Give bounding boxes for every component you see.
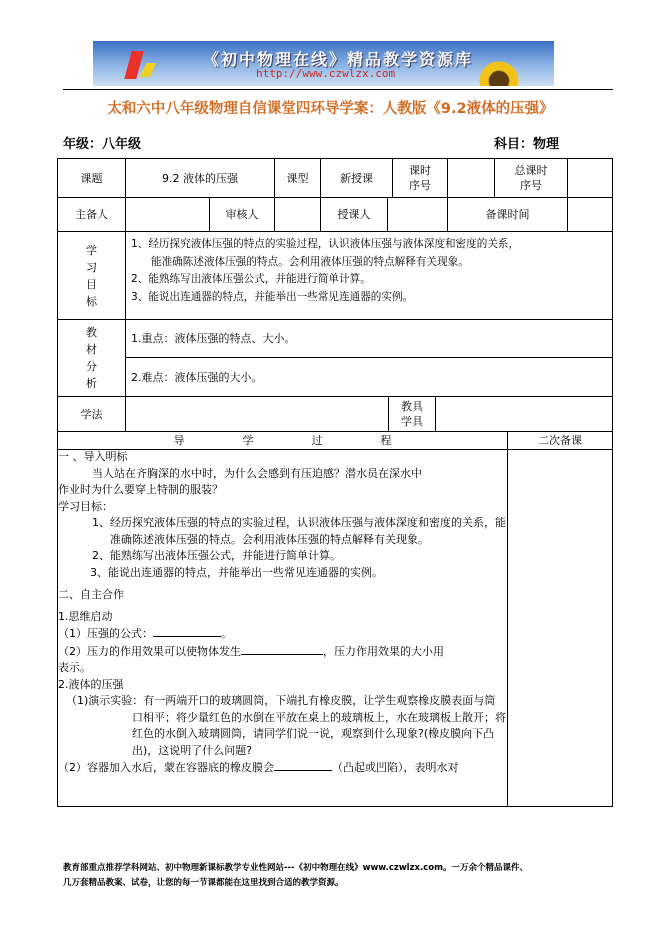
banner-url: http://www.czwlzx.com — [256, 67, 396, 80]
question-text: 表示。 — [58, 661, 91, 674]
second-prep-cell[interactable] — [507, 449, 613, 807]
question-text: （2）容器加入水后，蒙在容器底的橡皮膜会 — [58, 761, 274, 774]
topic-label: 课题 — [57, 158, 126, 198]
period-value[interactable] — [447, 158, 495, 198]
objective-item: 2、能熟练写出液体压强公式，并能进行简单计算。 — [131, 273, 371, 285]
process-content — [58, 449, 506, 777]
label-char: 学 — [242, 434, 254, 447]
tools-label — [388, 396, 436, 432]
preparer-label: 主备人 — [57, 197, 126, 232]
label-char: 材 — [86, 343, 97, 356]
reviewer-value[interactable] — [274, 197, 321, 232]
type-label: 课型 — [274, 158, 321, 198]
header-divider — [63, 89, 613, 90]
label-char: 分 — [86, 360, 97, 373]
answer-blank[interactable] — [274, 759, 332, 771]
objectives-content — [125, 231, 613, 320]
intro-text: 当人站在齐胸深的水中时，为什么会感到有压迫感？潜水员在深水中 — [92, 466, 422, 480]
prep-time-value[interactable] — [567, 197, 613, 232]
tools-value[interactable] — [435, 396, 613, 432]
objective-item: 1、经历探究液体压强的特点的实验过程，认识液体压强与液体深度和密度的关系， — [131, 238, 520, 250]
method-value[interactable] — [125, 396, 389, 432]
objectives-label — [57, 231, 126, 320]
question-text: ，压力作用效果的大小用 — [323, 644, 444, 658]
label-char: 导 — [173, 434, 185, 447]
teacher-value[interactable] — [387, 197, 448, 232]
label-char: 程 — [380, 434, 392, 447]
intro-text: 作业时为什么要穿上特制的服装？ — [58, 483, 223, 496]
difficulty-point: 2.难点：液体压强的大小。 — [125, 357, 613, 397]
section-heading: 二、自主合作 — [58, 588, 124, 601]
topic-value: 9.2 液体的压强 — [125, 158, 275, 198]
type-value: 新授课 — [320, 158, 393, 198]
label-char: 标 — [86, 294, 97, 308]
sunflower-image — [474, 61, 524, 86]
reviewer-label: 审核人 — [209, 197, 275, 232]
process-header — [57, 431, 508, 450]
objective-item: 能准确陈述液体压强的特点。会利用液体压强的特点解释有关现象。 — [151, 255, 469, 268]
total-period-label: 总课时序号 — [494, 158, 568, 198]
key-point: 1.重点：液体压强的特点、大小。 — [125, 319, 613, 358]
question-heading: 2.液体的压强 — [58, 677, 124, 691]
answer-blank[interactable] — [153, 625, 221, 637]
goal-item: 2、能熟练写出液体压强公式，并能进行简单计算。 — [92, 549, 341, 562]
label-char: 学 — [86, 243, 97, 257]
label-char: 目 — [86, 277, 97, 291]
experiment-text: （1)演示实验：有一两端开口的玻璃圆筒，下端扎有橡皮膜，让学生观察橡皮膜表面与筒口相平；将少量红色的水倒在平放在桌上的玻璃板上，水在玻璃板上散开；将红色的水倒入玻璃圆筒，请同学们说一说，观察到什么现象?(橡皮膜向下凸出)，这说明了什么问题? — [66, 694, 506, 757]
question-text: （凸起或凹陷），表明水对 — [332, 761, 459, 774]
label-char: 习 — [86, 260, 97, 274]
prep-time-label: 备课时间 — [447, 197, 568, 232]
objective-item: 3、能说出连通器的特点，并能举出一些常见连通器的实例。 — [131, 290, 414, 303]
subject-label: 科目：物理 — [494, 137, 560, 152]
footer-line: 几万套精品教案、试卷，让您的每一节课都能在这里找到合适的教学资源。 — [63, 878, 344, 888]
goal-item: 3、能说出连通器的特点，并能举出一些常见连通器的实例。 — [90, 565, 383, 579]
logo-icon-accent — [140, 63, 157, 77]
teacher-label: 授课人 — [320, 197, 388, 232]
question-text: 。 — [221, 627, 232, 640]
question-heading: 1.思维启动 — [58, 609, 113, 623]
footer-note — [63, 861, 528, 891]
question-text: （2）压力的作用效果可以使物体发生 — [58, 644, 241, 658]
footer-line: 教育部重点推荐学科网站、初中物理新课标教学专业性网站---《初中物理在线》www.czwlzx.com。一万余个精品课件、 — [63, 863, 528, 873]
analysis-label — [57, 319, 126, 397]
banner-title: 《初中物理在线》精品教学资源库 — [203, 50, 474, 69]
label-char: 析 — [86, 377, 97, 390]
goals-label: 学习目标： — [58, 499, 113, 513]
preparer-value[interactable] — [125, 197, 210, 232]
period-label: 课时序号 — [392, 158, 448, 198]
grade-label: 年级：八年级 — [63, 137, 142, 152]
method-label: 学法 — [57, 396, 126, 432]
label-char: 教 — [86, 326, 97, 339]
document-title: 太和六中八年级物理自信课堂四环导学案：人教版《9.2液体的压强》 — [107, 101, 554, 117]
label-line: 教具 — [401, 400, 423, 413]
label-line: 学具 — [401, 415, 423, 428]
header-banner — [93, 41, 554, 86]
question-text: （1）压强的公式： — [58, 627, 153, 640]
second-prep-header: 二次备课 — [507, 431, 613, 450]
answer-blank[interactable] — [241, 643, 323, 655]
label-char: 过 — [311, 434, 323, 447]
total-period-value[interactable] — [567, 158, 613, 198]
section-heading: 一 、导入明标 — [58, 450, 128, 463]
goal-item: 1、经历探究液体压强的特点的实验过程，认识液体压强与液体深度和密度的关系，能准确陈述液体压强的特点。会利用液体压强的特点解释有关现象。 — [92, 516, 506, 546]
